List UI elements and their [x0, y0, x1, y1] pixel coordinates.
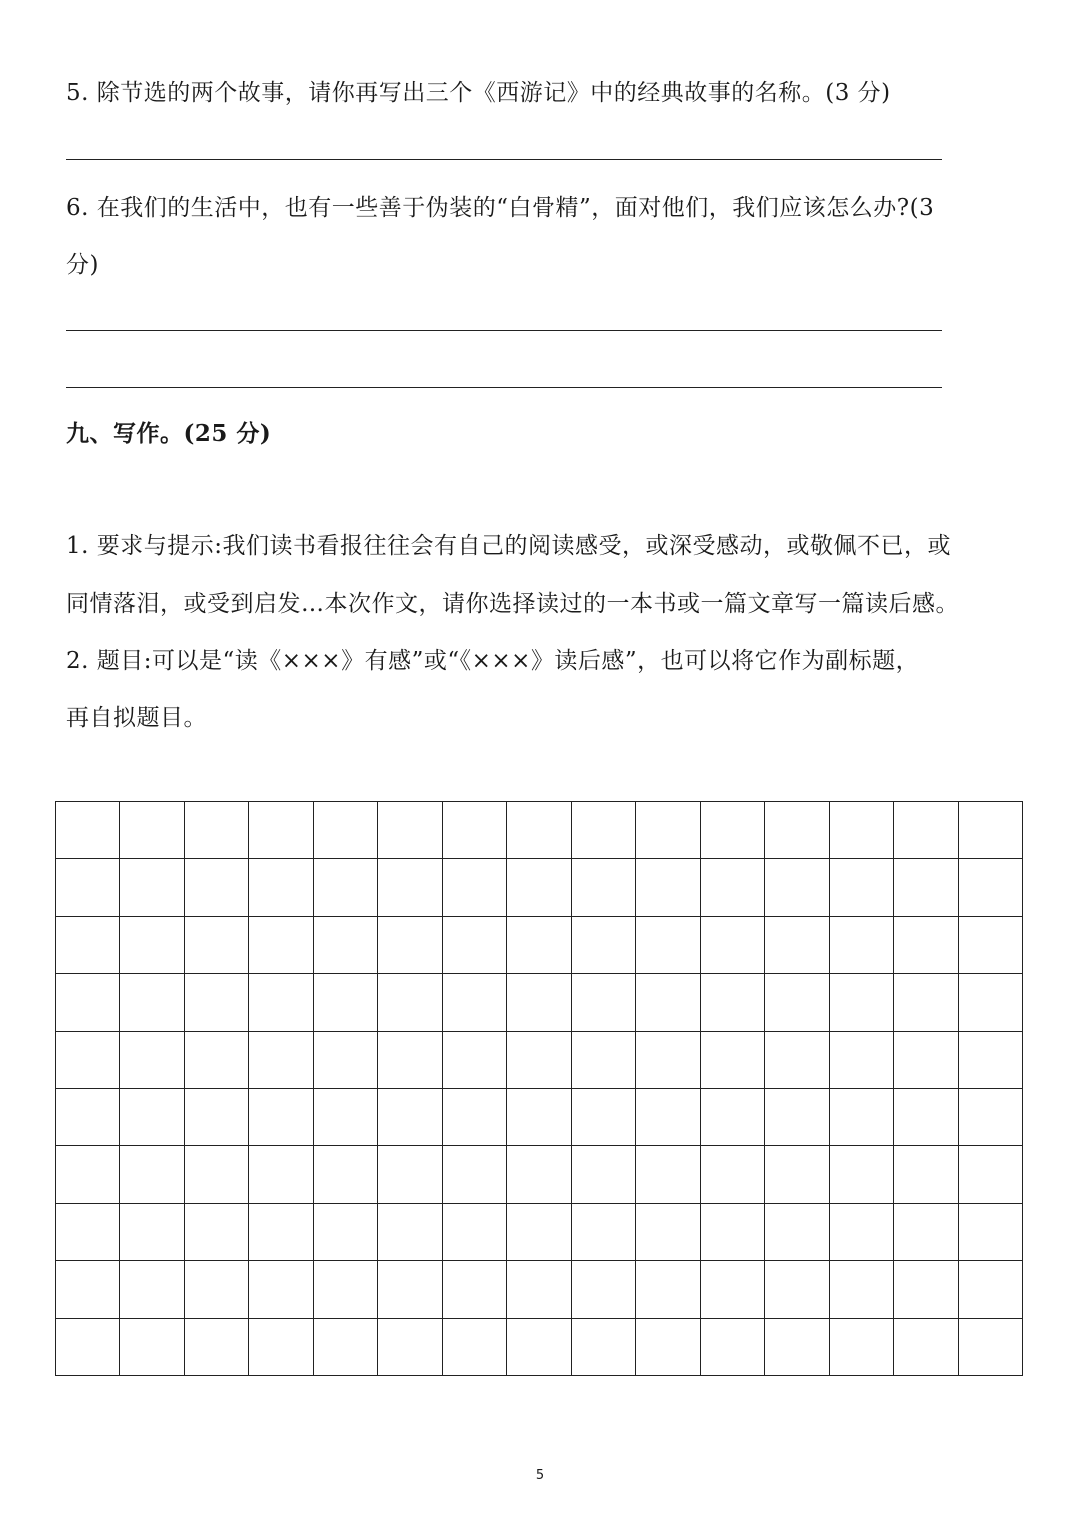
page-number: 5: [535, 1468, 545, 1483]
grid-cell[interactable]: [248, 973, 312, 1030]
question-6-answer-line-2[interactable]: [66, 387, 942, 388]
grid-cell[interactable]: [829, 1145, 893, 1202]
grid-cell[interactable]: [571, 1318, 635, 1375]
grid-cell[interactable]: [442, 1260, 506, 1317]
grid-cell[interactable]: [571, 1260, 635, 1317]
grid-cell[interactable]: [700, 1145, 764, 1202]
grid-cell[interactable]: [764, 973, 828, 1030]
grid-cell[interactable]: [55, 1088, 119, 1145]
grid-cell[interactable]: [893, 801, 957, 858]
question-6-text-line2: 分): [66, 252, 99, 278]
grid-cell[interactable]: [442, 1318, 506, 1375]
writing-requirement-line2: 同情落泪，或受到启发…本次作文，请你选择读过的一本书或一篇文章写一篇读后感。: [66, 591, 959, 617]
grid-cell[interactable]: [893, 1318, 957, 1375]
grid-cell[interactable]: [377, 1088, 441, 1145]
grid-cell[interactable]: [635, 1031, 699, 1088]
grid-cell[interactable]: [700, 801, 764, 858]
writing-title-line1: 2. 题目:可以是“读《×××》有感”或“《×××》读后感”，也可以将它作为副标题，: [66, 648, 920, 674]
grid-cell[interactable]: [700, 1318, 764, 1375]
grid-cell[interactable]: [571, 1088, 635, 1145]
grid-cell[interactable]: [377, 1260, 441, 1317]
grid-cell[interactable]: [635, 1260, 699, 1317]
grid-cell[interactable]: [119, 1088, 183, 1145]
grid-cell[interactable]: [248, 1031, 312, 1088]
grid-cell[interactable]: [764, 1318, 828, 1375]
grid-cell[interactable]: [958, 858, 1022, 915]
grid-cell[interactable]: [764, 1145, 828, 1202]
grid-cell[interactable]: [506, 801, 570, 858]
grid-cell[interactable]: [119, 1318, 183, 1375]
grid-cell[interactable]: [700, 858, 764, 915]
grid-cell[interactable]: [635, 916, 699, 973]
section-9-heading: 九、写作。(25 分): [66, 420, 272, 447]
grid-cell[interactable]: [248, 1145, 312, 1202]
grid-cell[interactable]: [55, 973, 119, 1030]
grid-cell[interactable]: [184, 1088, 248, 1145]
grid-cell[interactable]: [184, 916, 248, 973]
grid-cell[interactable]: [55, 1203, 119, 1260]
grid-cell[interactable]: [184, 801, 248, 858]
grid-cell[interactable]: [829, 973, 893, 1030]
grid-cell[interactable]: [700, 1260, 764, 1317]
grid-cell[interactable]: [313, 916, 377, 973]
grid-cell[interactable]: [248, 1203, 312, 1260]
grid-cell[interactable]: [377, 1145, 441, 1202]
grid-cell[interactable]: [635, 1088, 699, 1145]
grid-cell[interactable]: [506, 1260, 570, 1317]
grid-cell[interactable]: [764, 1031, 828, 1088]
grid-cell[interactable]: [442, 1203, 506, 1260]
grid-cell[interactable]: [893, 858, 957, 915]
grid-cell[interactable]: [764, 1088, 828, 1145]
question-5-answer-line[interactable]: [66, 159, 942, 160]
grid-cell[interactable]: [700, 1088, 764, 1145]
grid-cell[interactable]: [184, 1260, 248, 1317]
grid-cell[interactable]: [829, 1088, 893, 1145]
grid-cell[interactable]: [313, 1203, 377, 1260]
question-6-text-line1: 6. 在我们的生活中，也有一些善于伪装的“白骨精”，面对他们，我们应该怎么办?(3: [66, 195, 935, 221]
grid-cell[interactable]: [119, 1260, 183, 1317]
grid-cell[interactable]: [506, 973, 570, 1030]
grid-cell[interactable]: [248, 1318, 312, 1375]
grid-cell[interactable]: [764, 916, 828, 973]
grid-cell[interactable]: [958, 916, 1022, 973]
grid-cell[interactable]: [119, 973, 183, 1030]
grid-cell[interactable]: [119, 1203, 183, 1260]
grid-cell[interactable]: [571, 858, 635, 915]
grid-cell[interactable]: [442, 858, 506, 915]
grid-cell[interactable]: [506, 1088, 570, 1145]
grid-cell[interactable]: [55, 1260, 119, 1317]
grid-cell[interactable]: [635, 1145, 699, 1202]
grid-cell[interactable]: [958, 1145, 1022, 1202]
grid-cell[interactable]: [958, 1260, 1022, 1317]
grid-cell[interactable]: [893, 1203, 957, 1260]
grid-cell[interactable]: [829, 858, 893, 915]
grid-cell[interactable]: [764, 1203, 828, 1260]
grid-cell[interactable]: [442, 1088, 506, 1145]
grid-cell[interactable]: [829, 916, 893, 973]
grid-cell[interactable]: [119, 1145, 183, 1202]
grid-cell[interactable]: [571, 916, 635, 973]
grid-cell[interactable]: [571, 1145, 635, 1202]
grid-cell[interactable]: [377, 1318, 441, 1375]
grid-cell[interactable]: [635, 801, 699, 858]
grid-cell[interactable]: [313, 1088, 377, 1145]
grid-cell[interactable]: [248, 1260, 312, 1317]
grid-cell[interactable]: [958, 1203, 1022, 1260]
grid-cell[interactable]: [829, 1260, 893, 1317]
grid-cell[interactable]: [313, 801, 377, 858]
grid-cell[interactable]: [893, 1031, 957, 1088]
grid-cell[interactable]: [829, 1318, 893, 1375]
grid-cell[interactable]: [377, 916, 441, 973]
grid-cell[interactable]: [248, 801, 312, 858]
grid-cell[interactable]: [635, 973, 699, 1030]
grid-cell[interactable]: [506, 1318, 570, 1375]
grid-cell[interactable]: [442, 916, 506, 973]
grid-cell[interactable]: [700, 1203, 764, 1260]
grid-cell[interactable]: [377, 973, 441, 1030]
writing-title-line2: 再自拟题目。: [66, 705, 207, 731]
grid-cell[interactable]: [313, 1318, 377, 1375]
writing-requirement-line1: 1. 要求与提示:我们读书看报往往会有自己的阅读感受，或深受感动，或敬佩不已，或: [66, 533, 952, 559]
grid-cell[interactable]: [893, 1145, 957, 1202]
grid-cell[interactable]: [313, 858, 377, 915]
grid-cell[interactable]: [700, 973, 764, 1030]
grid-cell[interactable]: [313, 1260, 377, 1317]
grid-cell[interactable]: [313, 1031, 377, 1088]
grid-cell[interactable]: [313, 1145, 377, 1202]
writing-grid[interactable]: [55, 801, 1023, 1376]
grid-cell[interactable]: [55, 1318, 119, 1375]
grid-cell[interactable]: [119, 858, 183, 915]
grid-cell[interactable]: [248, 1088, 312, 1145]
grid-cell[interactable]: [829, 801, 893, 858]
grid-cell[interactable]: [55, 1145, 119, 1202]
grid-cell[interactable]: [119, 916, 183, 973]
grid-cell[interactable]: [119, 801, 183, 858]
grid-cell[interactable]: [377, 1031, 441, 1088]
grid-cell[interactable]: [764, 801, 828, 858]
grid-cell[interactable]: [958, 1088, 1022, 1145]
grid-cell[interactable]: [184, 1318, 248, 1375]
grid-cell[interactable]: [506, 1203, 570, 1260]
grid-cell[interactable]: [313, 973, 377, 1030]
grid-cell[interactable]: [893, 1260, 957, 1317]
grid-cell[interactable]: [571, 1203, 635, 1260]
grid-cell[interactable]: [119, 1031, 183, 1088]
grid-cell[interactable]: [506, 858, 570, 915]
grid-cell[interactable]: [635, 858, 699, 915]
grid-cell[interactable]: [248, 858, 312, 915]
grid-cell[interactable]: [442, 1031, 506, 1088]
grid-cell[interactable]: [377, 801, 441, 858]
grid-cell[interactable]: [506, 1145, 570, 1202]
grid-cell[interactable]: [635, 1318, 699, 1375]
grid-cell[interactable]: [958, 801, 1022, 858]
grid-cell[interactable]: [635, 1203, 699, 1260]
grid-cell[interactable]: [893, 1088, 957, 1145]
grid-cell[interactable]: [377, 858, 441, 915]
grid-cell[interactable]: [571, 973, 635, 1030]
grid-cell[interactable]: [184, 973, 248, 1030]
grid-cell[interactable]: [55, 916, 119, 973]
grid-cell[interactable]: [893, 973, 957, 1030]
grid-cell[interactable]: [700, 916, 764, 973]
grid-cell[interactable]: [571, 801, 635, 858]
grid-cell[interactable]: [442, 973, 506, 1030]
grid-cell[interactable]: [506, 916, 570, 973]
question-6-answer-line-1[interactable]: [66, 330, 942, 331]
grid-cell[interactable]: [184, 1031, 248, 1088]
grid-cell[interactable]: [377, 1203, 441, 1260]
grid-cell[interactable]: [571, 1031, 635, 1088]
grid-cell[interactable]: [184, 1203, 248, 1260]
grid-cell[interactable]: [958, 1031, 1022, 1088]
grid-cell[interactable]: [829, 1203, 893, 1260]
grid-cell[interactable]: [700, 1031, 764, 1088]
grid-cell[interactable]: [829, 1031, 893, 1088]
grid-cell[interactable]: [958, 1318, 1022, 1375]
grid-cell[interactable]: [506, 1031, 570, 1088]
question-5-text: 5. 除节选的两个故事，请你再写出三个《西游记》中的经典故事的名称。(3 分): [66, 80, 891, 106]
grid-cell[interactable]: [442, 1145, 506, 1202]
grid-cell[interactable]: [55, 858, 119, 915]
grid-cell[interactable]: [442, 801, 506, 858]
grid-cell[interactable]: [893, 916, 957, 973]
grid-cell[interactable]: [55, 801, 119, 858]
grid-cell[interactable]: [958, 973, 1022, 1030]
grid-cell[interactable]: [248, 916, 312, 973]
grid-cell[interactable]: [184, 858, 248, 915]
grid-cell[interactable]: [55, 1031, 119, 1088]
grid-cell[interactable]: [764, 1260, 828, 1317]
grid-cell[interactable]: [764, 858, 828, 915]
grid-cell[interactable]: [184, 1145, 248, 1202]
